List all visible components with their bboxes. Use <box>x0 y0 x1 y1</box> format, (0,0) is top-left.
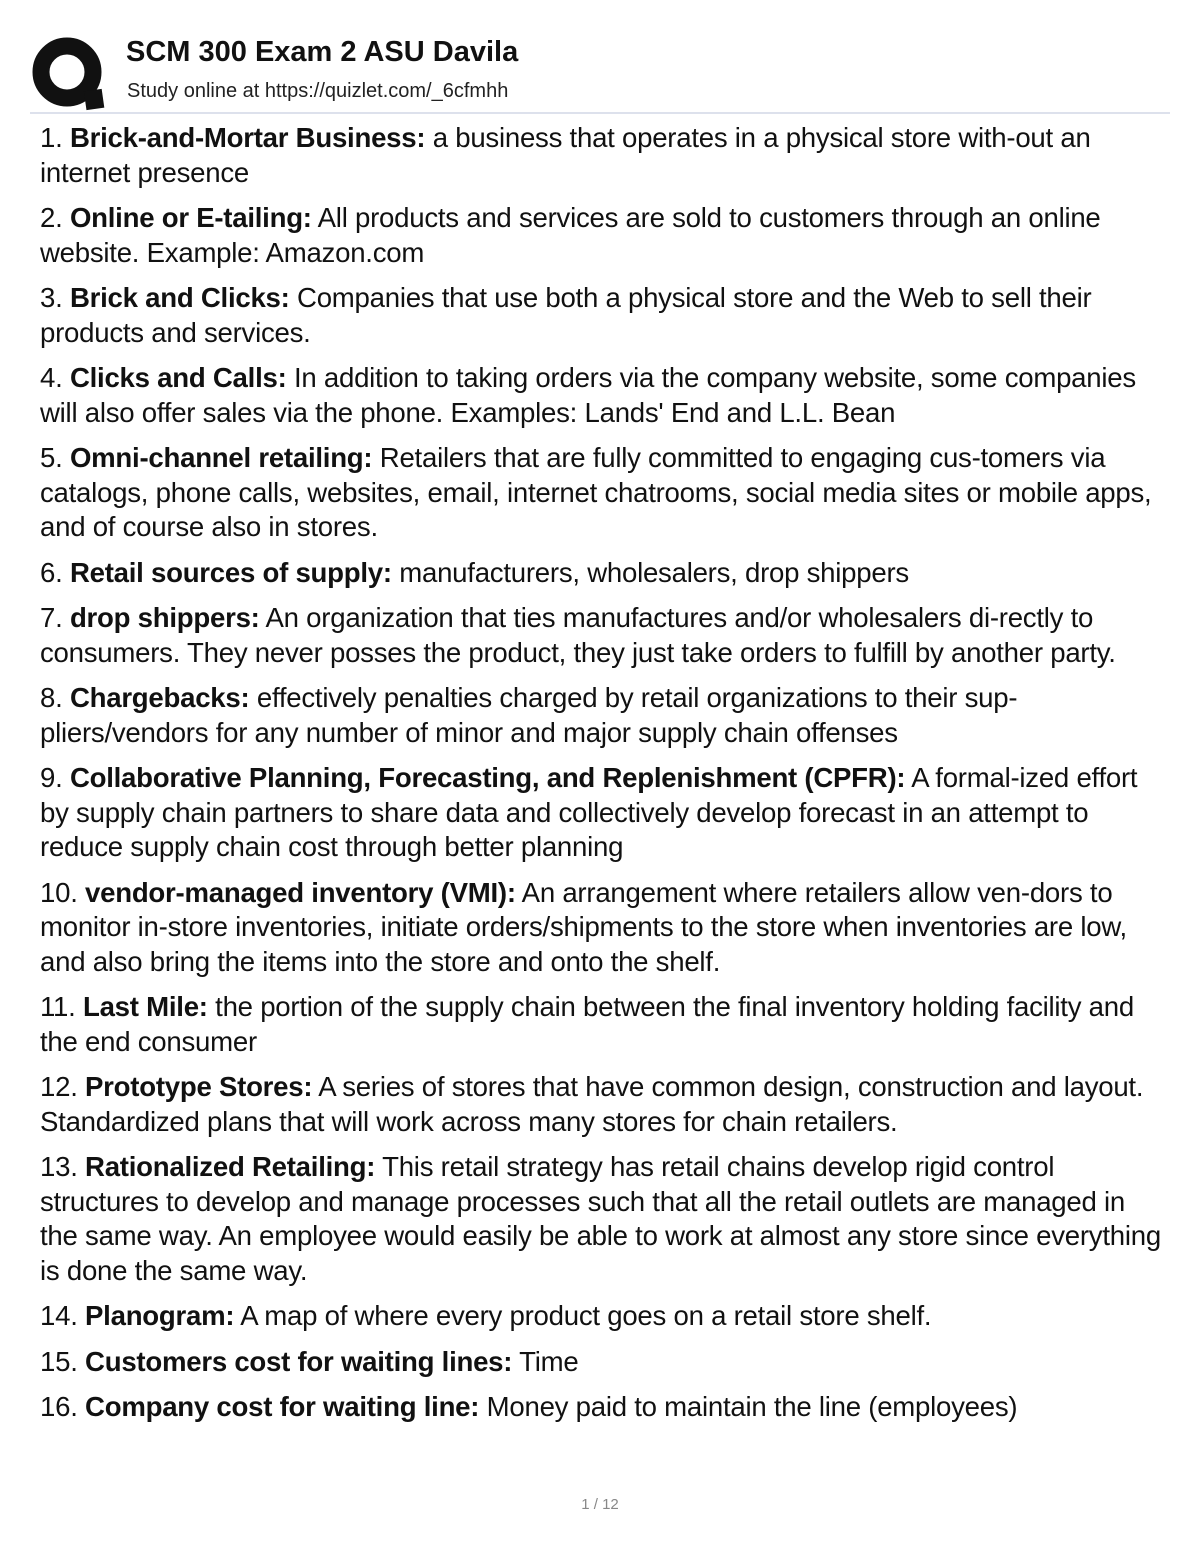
terms-list <box>40 121 1162 1436</box>
term-number: 2. <box>40 202 63 233</box>
term-entry <box>40 1299 1162 1334</box>
term-entry <box>40 876 1162 980</box>
term-definition: A series of stores that have common design, construction and layout. Standardized plans that will work across many stores for chain retailers. <box>40 1071 1144 1137</box>
term-label: Customers cost for waiting lines: <box>85 1345 513 1377</box>
document-subtitle: Study online at https://quizlet.com/_6cfmhh <box>127 80 509 102</box>
term-label: drop shippers: <box>69 602 260 633</box>
term-definition: A map of where every product goes on a retail store shelf. <box>240 1300 932 1331</box>
term-entry <box>40 761 1162 865</box>
term-entry <box>40 1150 1162 1288</box>
term-definition: Retailers that are fully committed to engaging cus-tomers via catalogs, phone calls, websites, email, internet chatrooms, social media sites or mobile apps, and of course also in stores. <box>40 442 1152 542</box>
term-label: Online or E-tailing: <box>69 202 312 233</box>
term-definition: Companies that use both a physical store and the Web to sell their products and services. <box>40 282 1092 348</box>
term-definition: All products and services are sold to customers through an online website. Example: Amazon.com <box>40 202 1101 268</box>
term-label: Chargebacks: <box>69 682 250 713</box>
term-number: 6. <box>40 556 63 588</box>
page-number: 1 / 12 <box>581 1496 619 1513</box>
term-entry <box>40 281 1162 350</box>
document-header <box>30 28 1170 108</box>
term-definition: A formal-ized effort by supply chain partners to share data and collectively develop forecast in an attempt to reduce supply chain cost through better planning <box>40 762 1138 862</box>
term-number: 11. <box>40 991 76 1022</box>
term-entry <box>40 990 1162 1059</box>
term-entry <box>40 556 1162 591</box>
term-definition: effectively penalties charged by retail organizations to their sup-pliers/vendors for any number of minor and major supply chain offenses <box>40 682 1018 748</box>
quizlet-q-logo-icon <box>30 34 108 112</box>
term-number: 1. <box>40 122 63 153</box>
term-entry <box>40 441 1162 545</box>
term-number: 5. <box>40 442 63 473</box>
term-entry <box>40 1345 1162 1380</box>
term-label: Last Mile: <box>82 991 208 1022</box>
term-definition: Time <box>519 1345 579 1377</box>
term-entry <box>40 201 1162 270</box>
term-label: vendor-managed inventory (VMI): <box>85 876 516 908</box>
term-entry <box>40 361 1162 430</box>
term-entry <box>40 1390 1162 1425</box>
term-label: Clicks and Calls: <box>69 362 287 393</box>
term-number: 12. <box>40 1071 78 1102</box>
term-label: Omni-channel retailing: <box>69 442 373 473</box>
header-divider <box>30 112 1170 114</box>
term-label: Retail sources of supply: <box>69 556 392 588</box>
term-definition: manufacturers, wholesalers, drop shippers <box>399 556 909 588</box>
term-label: Brick-and-Mortar Business: <box>69 122 426 153</box>
term-label: Prototype Stores: <box>85 1071 313 1102</box>
term-definition: In addition to taking orders via the company website, some companies will also offer sales via the phone. Examples: Lands' End and L.L. Bean <box>40 362 1136 428</box>
term-entry <box>40 1070 1162 1139</box>
term-definition: This retail strategy has retail chains develop rigid control structures to develop and manage processes such that all the retail outlets are managed in the same way. An employee would easily be able to work at almost any store since everything is done the same way. <box>40 1151 1161 1286</box>
term-entry <box>40 681 1162 750</box>
term-number: 3. <box>40 282 63 313</box>
term-label: Brick and Clicks: <box>69 282 290 313</box>
term-entry <box>40 121 1162 190</box>
term-number: 9. <box>40 762 63 793</box>
term-number: 14. <box>40 1300 78 1331</box>
term-definition: Money paid to maintain the line (employees) <box>486 1391 1018 1422</box>
term-number: 15. <box>40 1345 78 1377</box>
term-definition: a business that operates in a physical store with-out an internet presence <box>40 122 1091 188</box>
term-number: 4. <box>40 362 63 393</box>
term-definition: An arrangement where retailers allow ven-dors to monitor in-store inventories, initiate orders/shipments to the store when inventories are low, and also bring the items into the store and onto the shelf. <box>40 876 1127 977</box>
term-entry <box>40 601 1162 670</box>
term-definition: An organization that ties manufactures and/or wholesalers di-rectly to consumers. They never posses the product, they just take orders to fulfill by another party. <box>40 602 1116 668</box>
term-definition: the portion of the supply chain between the final inventory holding facility and the end consumer <box>40 991 1134 1057</box>
term-number: 7. <box>40 602 63 633</box>
term-label: Collaborative Planning, Forecasting, and Replenishment (CPFR): <box>69 762 906 793</box>
term-label: Rationalized Retailing: <box>85 1151 376 1182</box>
term-label: Planogram: <box>85 1300 235 1331</box>
term-label: Company cost for waiting line: <box>85 1391 480 1422</box>
term-number: 13. <box>40 1151 78 1182</box>
term-number: 8. <box>40 682 63 713</box>
term-number: 16. <box>40 1391 78 1422</box>
term-number: 10. <box>40 876 78 908</box>
document-title: SCM 300 Exam 2 ASU Davila <box>126 36 519 68</box>
